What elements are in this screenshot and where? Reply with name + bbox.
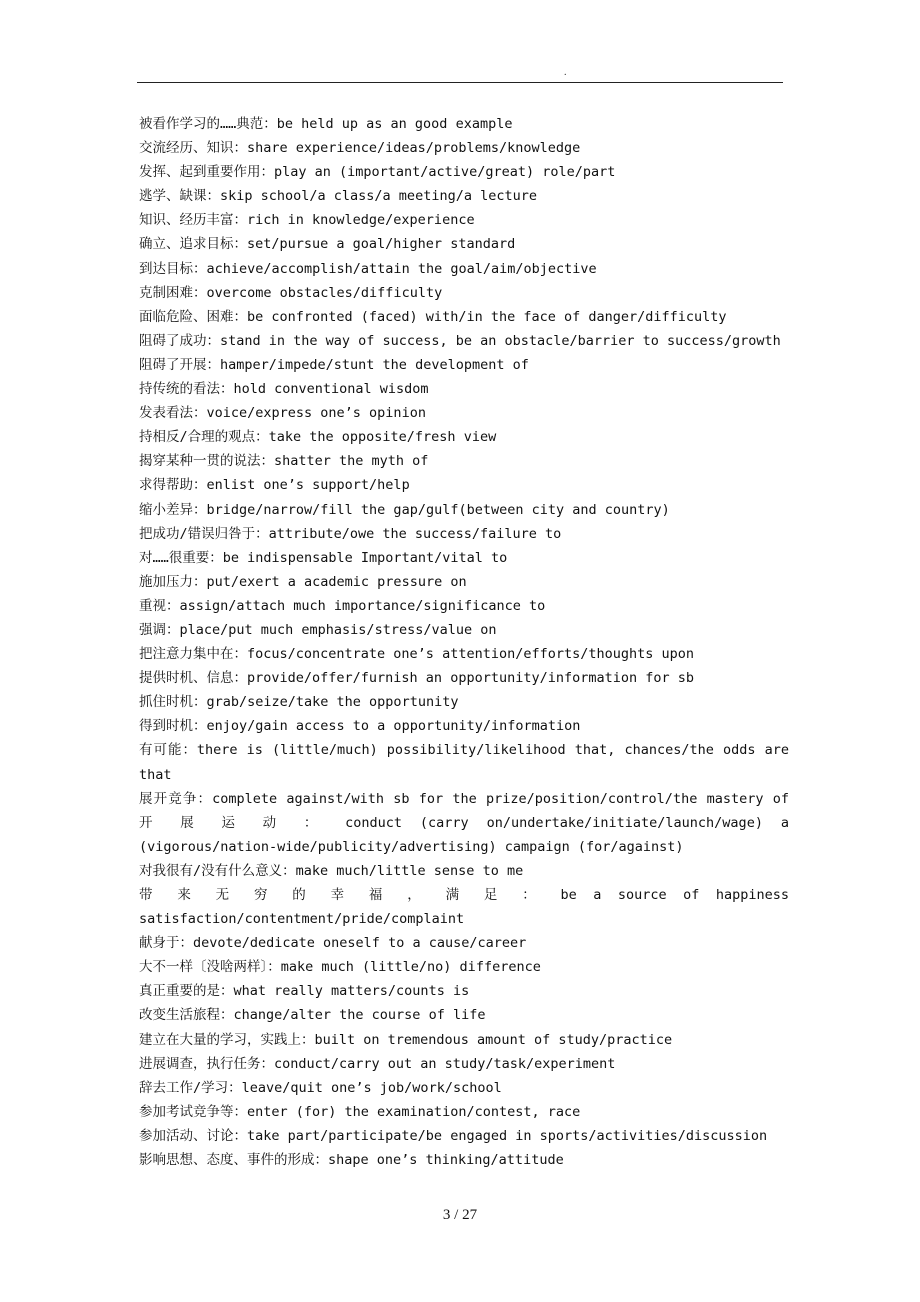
entry-line: 求得帮助：enlist one’s support/help bbox=[139, 477, 410, 494]
document-body bbox=[139, 112, 789, 1172]
entry-line: 被看作学习的……典范：be held up as an good example bbox=[139, 116, 513, 132]
entry-line: 发挥、起到重要作用：play an (important/active/great) role/part bbox=[139, 164, 616, 181]
entry-line: 强调：place/put much emphasis/stress/value on bbox=[139, 621, 497, 638]
entry-line: 缩小差异：bridge/narrow/fill the gap/gulf(between city and country) bbox=[139, 501, 670, 518]
entry-line: 展开竞争：complete against/with sb for the prize/position/control/the mastery of bbox=[139, 790, 789, 807]
header-rule bbox=[137, 82, 783, 83]
entry-line: 克制困难：overcome obstacles/difficulty bbox=[139, 284, 443, 301]
header-mark: . bbox=[564, 67, 567, 78]
entry-line: 建立在大量的学习，实践上：built on tremendous amount of study/practice bbox=[139, 1031, 673, 1048]
entry-line: 施加压力：put/exert a academic pressure on bbox=[139, 573, 467, 590]
entry-line: 到达目标：achieve/accomplish/attain the goal/aim/objective bbox=[139, 260, 597, 277]
entry-line: 对我很有/没有什么意义：make much/little sense to me bbox=[139, 862, 524, 879]
entry-line: 参加活动、讨论：take part/participate/be engaged in sports/activities/discussion bbox=[139, 1127, 768, 1144]
entry-line-continuation: that bbox=[139, 766, 172, 783]
entry-line: 持传统的看法：hold conventional wisdom bbox=[139, 381, 429, 398]
entry-line-wrapped: 有可能：there is (little/much) possibility/likelihood that, chances/the odds are bbox=[139, 742, 789, 759]
entry-line: 影响思想、态度、事件的形成：shape one’s thinking/attitude bbox=[139, 1152, 564, 1169]
entry-line: 改变生活旅程：change/alter the course of life bbox=[139, 1007, 486, 1024]
page-number: 3 / 27 bbox=[442, 1207, 478, 1223]
entry-line: 交流经历、知识：share experience/ideas/problems/knowledge bbox=[139, 140, 581, 157]
entry-line: 逃学、缺课：skip school/a class/a meeting/a lecture bbox=[139, 188, 537, 205]
entry-line-wrapped: 开 展 运 动 ： conduct (carry on/undertake/initiate/launch/wage) a bbox=[139, 814, 789, 831]
entry-line: 献身于：devote/dedicate oneself to a cause/career bbox=[139, 935, 527, 952]
entry-line: 重视：assign/attach much importance/significance to bbox=[139, 597, 546, 614]
entry-line: 揭穿某种一贯的说法：shatter the myth of bbox=[139, 453, 429, 470]
entry-line: 抓住时机：grab/seize/take the opportunity bbox=[139, 694, 459, 711]
entry-line: 确立、追求目标：set/pursue a goal/higher standard bbox=[139, 236, 516, 253]
entry-line: 真正重要的是：what really matters/counts is bbox=[139, 983, 470, 1000]
entry-line: 阻碍了成功：stand in the way of success, be an obstacle/barrier to success/growth bbox=[139, 332, 781, 349]
entry-line: 发表看法：voice/express one’s opinion bbox=[139, 405, 426, 422]
entry-line: 阻碍了开展：hamper/impede/stunt the development of bbox=[139, 356, 529, 373]
entry-line-continuation: (vigorous/nation-wide/publicity/advertising) campaign (for/against) bbox=[139, 838, 684, 855]
entry-line: 大不一样〔没啥两样〕：make much (little/no) difference bbox=[139, 959, 541, 976]
entry-line: 知识、经历丰富：rich in knowledge/experience bbox=[139, 212, 475, 229]
entry-line-continuation: satisfaction/contentment/pride/complaint bbox=[139, 911, 465, 928]
entry-line: 面临危险、困难：be confronted (faced) with/in the face of danger/difficulty bbox=[139, 308, 727, 325]
entry-line-wrapped: 带 来 无 穷 的 幸 福 ， 满 足 ： be a source of happiness bbox=[139, 887, 789, 903]
entry-line: 持相反/合理的观点：take the opposite/fresh view bbox=[139, 429, 497, 446]
entry-line: 把注意力集中在：focus/concentrate one’s attention/efforts/thoughts upon bbox=[139, 646, 695, 663]
entry-line: 对……很重要：be indispensable Important/vital to bbox=[139, 549, 508, 566]
entry-line: 提供时机、信息：provide/offer/furnish an opportunity/information for sb bbox=[139, 670, 695, 687]
entry-line: 把成功/错误归咎于：attribute/owe the success/failure to bbox=[139, 525, 562, 542]
entry-line: 参加考试竞争等：enter (for) the examination/contest, race bbox=[139, 1103, 581, 1120]
entry-line: 辞去工作/学习：leave/quit one’s job/work/school bbox=[139, 1079, 502, 1096]
entry-line: 进展调查，执行任务：conduct/carry out an study/task/experiment bbox=[139, 1055, 616, 1072]
entry-line: 得到时机：enjoy/gain access to a opportunity/information bbox=[139, 718, 581, 735]
